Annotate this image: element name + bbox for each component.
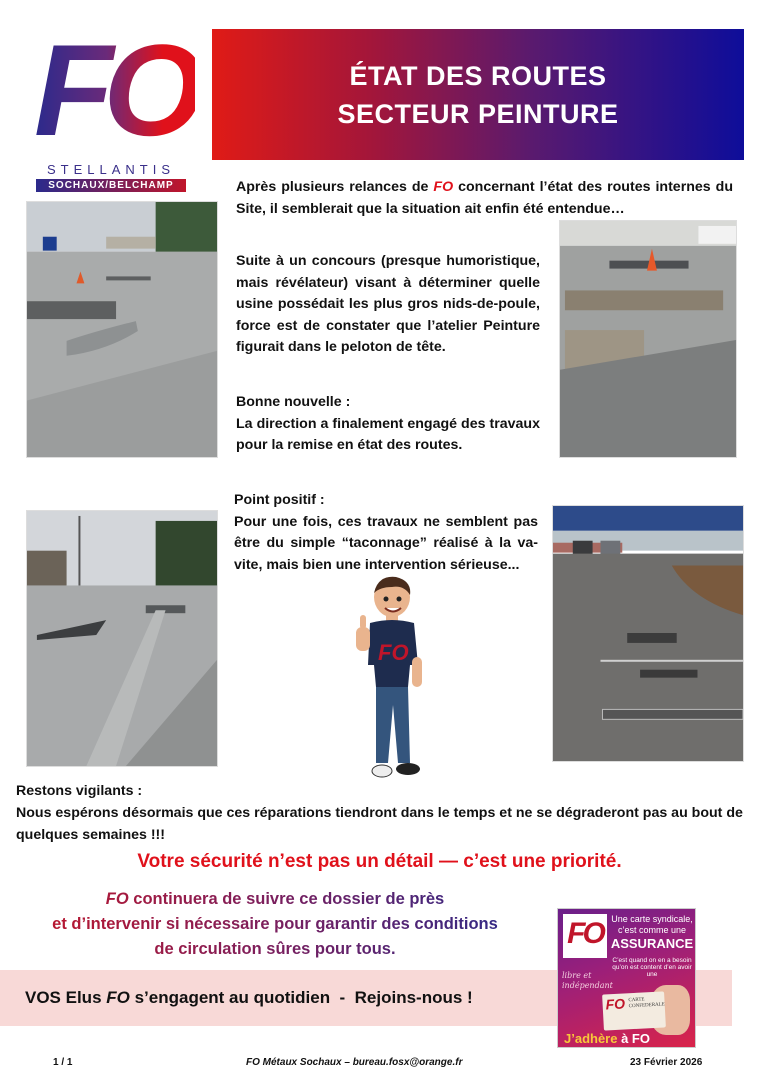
join-text-before: VOS Elus xyxy=(25,988,107,1007)
logo-mark: FO xyxy=(34,17,195,163)
photo-parking-repairs xyxy=(552,505,744,762)
promo-assurance: ASSURANCE xyxy=(610,936,694,951)
intro-text-after: concernant l’état des routes internes du Site, il semblerait que la situation ait enfin été entendue… xyxy=(236,179,733,217)
promo-logo: FO xyxy=(563,914,607,958)
positive-heading: Point positif : xyxy=(234,492,325,508)
mascot-thumbs-up xyxy=(348,575,430,787)
photo-repaired-road-trees xyxy=(26,510,218,767)
intro-text-before: Après plusieurs relances de xyxy=(236,179,434,195)
cta-after: à FO xyxy=(621,1031,650,1046)
vigilant-heading: Restons vigilants : xyxy=(16,783,143,799)
positive-section xyxy=(234,490,538,576)
title-line-2: SECTEUR PEINTURE xyxy=(337,98,619,129)
page-number: 1 / 1 xyxy=(53,1057,73,1068)
title-line-1: ÉTAT DES ROUTES xyxy=(349,60,607,91)
join-text xyxy=(25,988,473,1008)
membership-card-image xyxy=(602,991,666,1030)
fo-mention: FO xyxy=(105,890,129,908)
follow-line-1: continuera de suivre ce dossier de près xyxy=(128,890,445,908)
fo-stellantis-logo xyxy=(28,17,195,195)
footer-date: 23 Février 2026 xyxy=(630,1057,703,1068)
vigilant-body: Nous espérons désormais que ces réparations tiendront dans le temps et ne se dégraderont pas au bout de quelques semaines !!! xyxy=(16,805,743,843)
good-news-section xyxy=(236,392,540,457)
good-news-body: La direction a finalement engagé des travaux pour la remise en état des routes. xyxy=(236,415,540,453)
safety-slogan: Votre sécurité n’est pas un détail — c’est une priorité. xyxy=(137,851,622,872)
follow-up-statement xyxy=(20,887,530,962)
promo-subtext: C’est quand on en a besoin qu’on est content d’en avoir une xyxy=(612,957,692,978)
photo-roundabout-road xyxy=(26,201,218,458)
logo-site: SOCHAUX/BELCHAMP xyxy=(36,179,186,192)
fo-mention: FO xyxy=(433,179,454,195)
title-banner xyxy=(212,29,744,160)
footer-contact: FO Métaux Sochaux – bureau.fosx@orange.fr xyxy=(246,1057,463,1068)
photo-pothole-cone xyxy=(559,220,737,458)
vigilant-section xyxy=(16,780,746,846)
logo-company: STELLANTIS xyxy=(46,162,176,177)
intro-paragraph xyxy=(236,177,733,220)
membership-promo xyxy=(557,908,696,1048)
fo-mention: FO xyxy=(106,988,130,1007)
cta-before: J’adhère xyxy=(564,1031,622,1046)
join-text-after: s’engagent au quotidien - Rejoins-nous ! xyxy=(129,988,473,1007)
contest-paragraph: Suite à un concours (presque humoristique, mais révélateur) visant à déterminer quelle usine possédait les plus gros nids-de-poule, force est de constater que l’atelier Peinture figurait dans le peloton de tête. xyxy=(236,253,540,355)
follow-line-2: et d’intervenir si nécessaire pour garantir des conditions xyxy=(52,915,498,933)
card-logo: FO xyxy=(605,995,626,1013)
promo-tagline: libre et indépendant xyxy=(562,971,613,990)
good-news-heading: Bonne nouvelle : xyxy=(236,394,351,410)
card-text: CARTE CONFEDERALE xyxy=(628,997,665,1010)
mascot-shirt-logo: FO xyxy=(378,640,409,665)
positive-body: Pour une fois, ces travaux ne semblent pas être du simple “taconnage” réalisé à la va-vite, mais bien une intervention sérieuse... xyxy=(234,513,538,573)
follow-line-3: de circulation sûres pour tous. xyxy=(154,940,396,958)
promo-headline: Une carte syndicale, c’est comme une xyxy=(611,914,693,935)
promo-cta xyxy=(564,1031,650,1046)
